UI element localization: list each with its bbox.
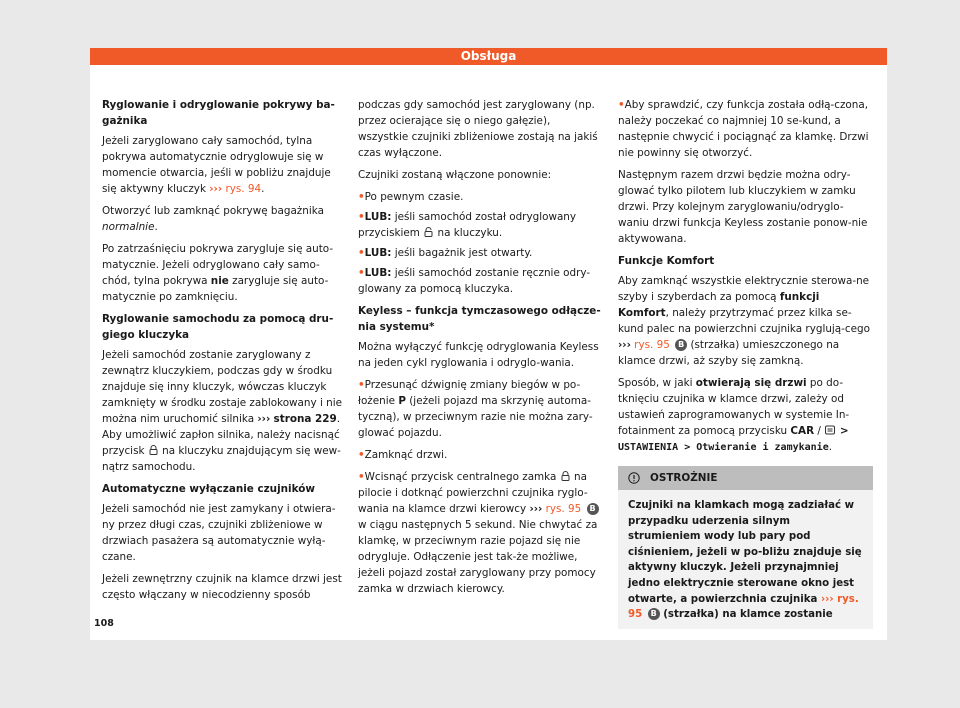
heading-tailgate-locking: Ryglowanie i odryglowanie pokrywy ba-gażnika [102, 99, 335, 127]
car-button-label: CAR [790, 425, 815, 437]
heading-keyless: Keyless – funkcja tymczasowego odłącze-nia systemu* [358, 305, 601, 333]
page-content [90, 65, 887, 640]
list-item: • LUB: jeśli bagażnik jest otwarty. [358, 245, 601, 261]
menu-icon [825, 425, 835, 435]
background-left [0, 0, 90, 708]
paragraph: Jeżeli zaryglowano cały samochód, tylna pokrywa automatycznie odryglowuje się w momencie otwarcia, jeśli w pobliżu znajduje się aktywny kluczyk ››› rys. 94. [102, 135, 331, 195]
paragraph: Jeżeli zewnętrzny czujnik na klamce drzwi jest często włączany w niecodzienny sposób [102, 573, 342, 601]
background-right [887, 0, 960, 708]
caution-header [618, 466, 873, 490]
background-bottom [0, 640, 960, 708]
column-2 [358, 97, 601, 603]
lock-icon [149, 445, 158, 455]
paragraph: Można wyłączyć funkcję odryglowania Keyless na jeden cykl ryglowania i odryglo-wania. [358, 341, 599, 369]
page-number: 108 [94, 618, 114, 629]
lock-icon [561, 471, 570, 481]
column-3 [618, 97, 873, 629]
paragraph: Następnym razem drzwi będzie można odry-glować tylko pilotem lub kluczykiem w zamku drzwi. Przy kolejnym zaryglowaniu/odryglo-waniu drzwi funkcja Keyless zostanie ponow-nie aktywowana. [618, 169, 868, 245]
paragraph: Aby zamknąć wszystkie elektrycznie sterowa-ne szyby i szyberdach za pomocą funkcji Komfort, należy przytrzymać przez kilka se-kund palec na powierzchni czujnika ryglują-cego ››› rys. 95 B (strzałka) umieszczonego na klamce drzwi, aż szyby się zamkną. [618, 275, 870, 367]
paragraph: Otworzyć lub zamknąć pokrywę bagażnika normalnie. [102, 205, 324, 233]
paragraph: Czujniki zostaną włączone ponownie: [358, 169, 552, 181]
callout-b-icon: B [675, 339, 687, 351]
callout-b-icon: B [587, 503, 599, 515]
caution-box [618, 466, 873, 629]
paragraph: Jeżeli samochód zostanie zaryglowany z zewnątrz kluczykiem, podczas gdy w środku znajduje się inny kluczyk, wówczas kluczyk zamknięty w środku zostaje zablokowany i nie można nim uruchomić silnika ››› strona 229. Aby umożliwić zapłon silnika, należy nacisnąć przycisk na kluczyku znajdującym się wew-nątrz samochodu. [102, 349, 343, 473]
menu-path: USTAWIENIA > Otwieranie i zamykanie [618, 442, 829, 453]
heading-auto-sensor-off: Automatyczne wyłączanie czujników [102, 483, 315, 495]
list-item: • LUB: jeśli samochód został odryglowany przyciskiem na kluczyku. [358, 209, 601, 241]
list-item: • LUB: jeśli samochód zostanie ręcznie odry-glowany za pomocą kluczyka. [358, 265, 601, 297]
page-link[interactable]: strona 229 [273, 413, 337, 425]
section-header: Obsługa [90, 48, 887, 65]
column-1 [102, 97, 343, 609]
caution-body: Czujniki na klamkach mogą zadziałać w przypadku uderzenia silnym strumieniem wody lub pary pod ciśnieniem, jeżeli w po-bliżu znajduje się aktywny kluczyk. Jeżeli przynajmniej jedno elektrycznie sterowane okno jest otwarte, a powierzchnia czujnika ››› rys. 95 B (strzałka) na klamce zostanie [628, 500, 862, 621]
figure-link[interactable]: rys. 95 [628, 593, 859, 621]
heading-second-key: Ryglowanie samochodu za pomocą dru-giego kluczyka [102, 313, 334, 341]
figure-link[interactable]: rys. 95 [634, 339, 670, 351]
figure-link[interactable]: rys. 95 [545, 503, 582, 515]
figure-link[interactable]: rys. 94 [225, 183, 262, 195]
paragraph: Jeżeli samochód nie jest zamykany i otwiera-ny przez długi czas, czujniki zbliżeniowe w drzwiach pasażera są automatycznie wyłą-czane. [102, 503, 336, 563]
list-item: • Wcisnąć przycisk centralnego zamka na pilocie i dotknąć powierzchni czujnika ryglo-wania na klamce drzwi kierowcy ››› rys. 95 B w ciągu następnych 5 sekund. Nie chwytać za klamkę, w przeciwnym razie pojazd się nie odrygluje. Odłączenie jest tak-że możliwe, jeżeli pojazd został zaryglowany przy pomocy zamka w drzwiach kierowcy. [358, 469, 601, 597]
paragraph: Po zatrzaśnięciu pokrywa zarygluje się auto-matycznie. Jeżeli odryglowano cały samo-chód, tylna pokrywa nie zarygluje się auto-matycznie po zamknięciu. [102, 243, 334, 303]
paragraph: Sposób, w jaki otwierają się drzwi po do-tknięciu czujnika w klamce drzwi, zależy od ustawień zaprogramowanych w systemie In-fotainment za pomocą przycisku CAR / > USTAWIENIA > Otwieranie i zamykanie. [618, 377, 850, 453]
background-top [0, 0, 960, 48]
list-item: • Aby sprawdzić, czy funkcja została odłą-czona, należy poczekać co najmniej 10 se-kund, a następnie chwycić i pociągnąć za klamkę. Drzwi nie powinny się otworzyć. [618, 97, 873, 161]
unlock-icon [424, 227, 433, 237]
list-item: • Zamknąć drzwi. [358, 447, 601, 463]
callout-b-icon: B [648, 608, 660, 620]
cross-ref-arrows: ››› [209, 183, 223, 195]
caution-title: OSTROŻNIE [650, 472, 718, 484]
list-item: • Po pewnym czasie. [358, 189, 601, 205]
heading-comfort: Funkcje Komfort [618, 255, 715, 267]
paragraph: podczas gdy samochód jest zaryglowany (np. przez ocierające się o niego gałęzie), wszystkie czujniki zbliżeniowe zostają na jakiś czas wyłączone. [358, 99, 598, 159]
info-circle-icon [628, 472, 640, 484]
list-item: • Przesunąć dźwignię zmiany biegów w po-łożenie P (jeżeli pojazd ma skrzynię automa-tyczną), w przeciwnym razie nie można zary-glować pojazdu. [358, 377, 601, 441]
